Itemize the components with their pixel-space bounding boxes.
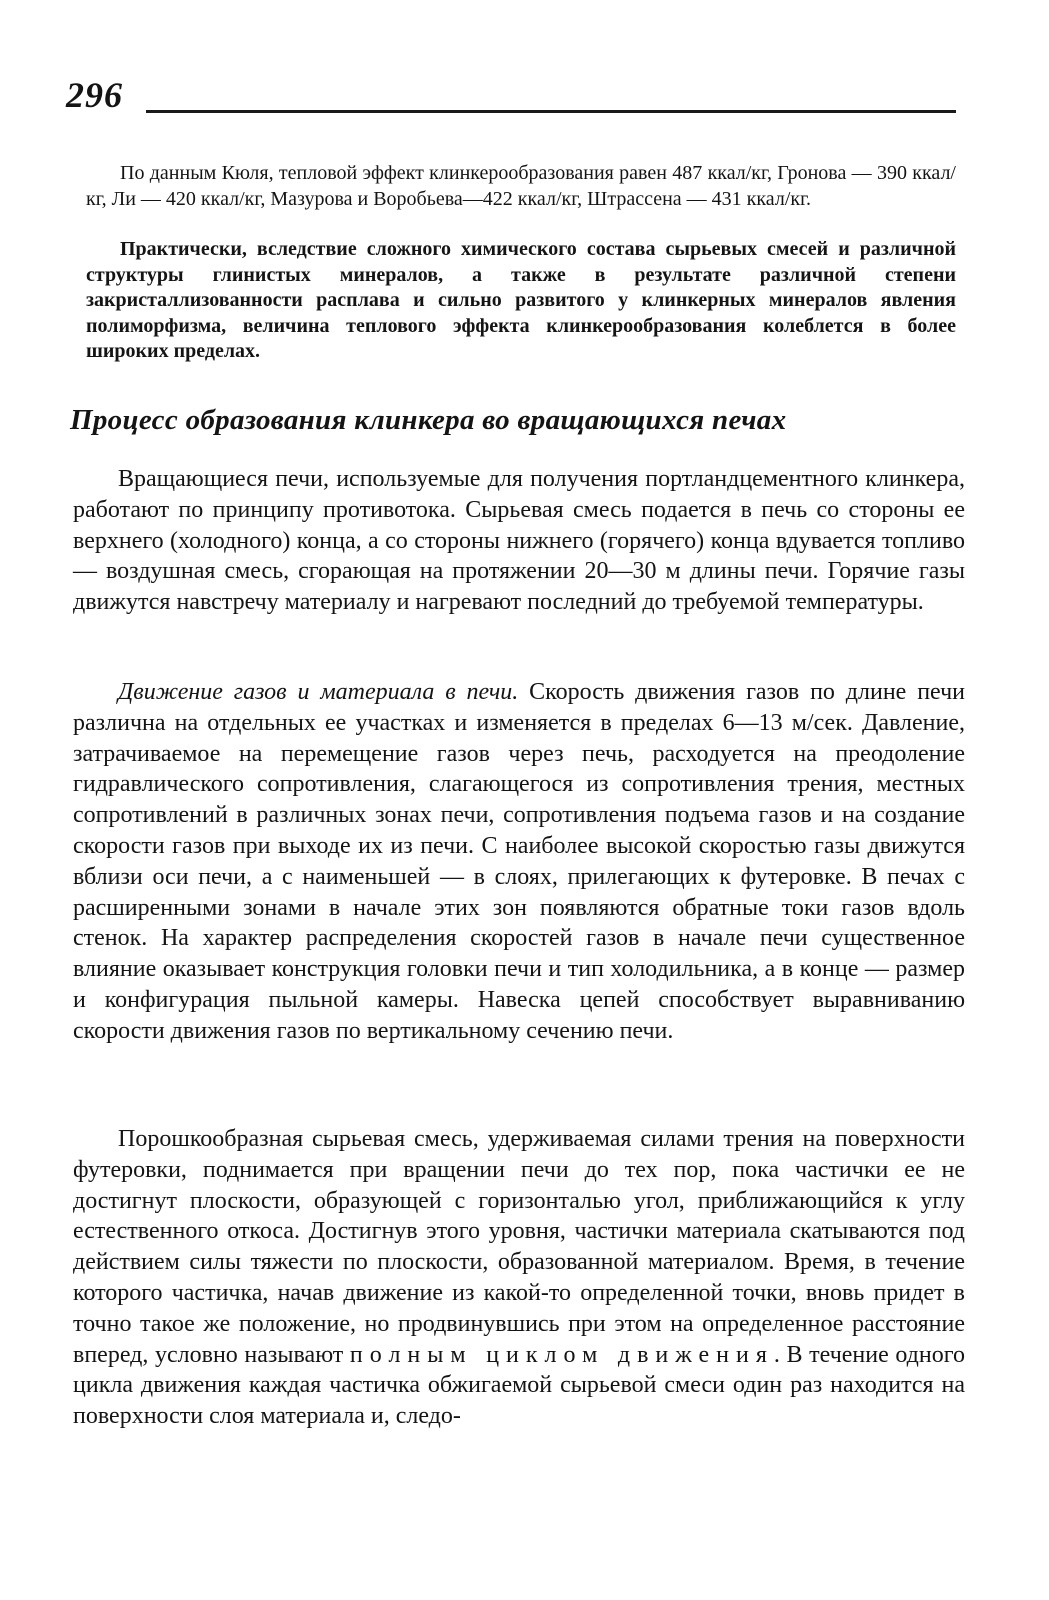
body-paragraph-3-tail: . В течение одного цикла движения каждая частичка обжигаемой сырьевой смеси один раз находится на поверхности слоя материала и, следо- — [73, 1341, 965, 1430]
body-paragraph-1: Вращающиеся печи, используемые для получения портландцементного клинкера, работают по принципу противотока. Сырьевая смесь подается в печь со стороны ее верхнего (холодного) конца, а со стороны нижнего (горячего) конца вдувается топливо — воздушная смесь, сгорающая на протяжении 20—30 м длины печи. Горячие газы движутся навстречу материалу и нагревают последний до требуемой температуры. — [73, 466, 965, 616]
note-block-bold — [86, 237, 956, 365]
body-paragraph-2 — [73, 677, 965, 1047]
note-paragraph-1: По данным Кюля, тепловой эффект клинкерообразования равен 487 ккал/кг, Гронова — 390 ккал/кг, Ли — 420 ккал/кг, Мазурова и Воробьева—422 ккал/кг, Штрассена — 431 ккал/кг. — [86, 162, 956, 210]
body-paragraph-2-text: Скорость движения газов по длине печи различна на отдельных ее участках и изменяется в пределах 6—13 м/сек. Давление, затрачиваемое на перемещение газов через печь, расходуется на преодоление гидравлического сопротивления, слагающегося из сопротивления трения, местных сопротивлений в различных зонах печи, сопротивления подъема газов и на создание скорости газов при выходе их из печи. С наиболее высокой скоростью газы движутся вблизи оси печи, а с наименьшей — в слоях, прилегающих к футеровке. В печах с расширенными зонами в начале этих зон появляются обратные токи газов вдоль стенок. На характер распределения скоростей газов в начале печи существенное влияние оказывает конструкция головки печи и тип холодильника, а в конце — размер и конфигурация пыльной камеры. Навеска цепей способствует выравниванию скорости движения газов по вертикальному сечению печи. — [73, 679, 966, 1044]
note-block — [86, 161, 956, 212]
body-block-2 — [73, 677, 965, 1047]
page-header — [66, 72, 956, 118]
body-paragraph-3-text: Порошкообразная сырьевая смесь, удерживаемая силами трения на поверхности футеровки, поднимается при вращении печи до тех пор, пока частички ее не достигнут плоскости, образующей с горизонталью угол, приближающийся к углу естественного откоса. Достигнув этого уровня, частички материала скатываются под действием силы тяжести по плоскости, образованной материалом. Время, в течение которого частичка, начав движение из какой-то определенной точки, вновь придет в точно такое же положение, но продвинувшись при этом на определенное расстояние вперед, условно называют — [73, 1126, 965, 1368]
body-block-1 — [73, 464, 965, 618]
body-block-3 — [73, 1124, 965, 1432]
section-heading: Процесс образования клинкера во вращающихся печах — [70, 404, 787, 436]
paragraph-lead-italic: Движение газов и материала в печи. — [118, 679, 519, 705]
note-paragraph-2: Практически, вследствие сложного химического состава сырьевых смесей и различной структуры глинистых минералов, а также в результате различной степени закристаллизованности расплава и сильно развитого у клинкерных минералов явления полиморфизма, величина теплового эффекта клинкерообразования колеблется в более широких пределах. — [86, 238, 956, 362]
header-rule — [146, 110, 956, 113]
spaced-term: полным циклом движения — [349, 1341, 774, 1368]
page-number: 296 — [66, 75, 123, 115]
body-paragraph-3 — [73, 1124, 965, 1432]
